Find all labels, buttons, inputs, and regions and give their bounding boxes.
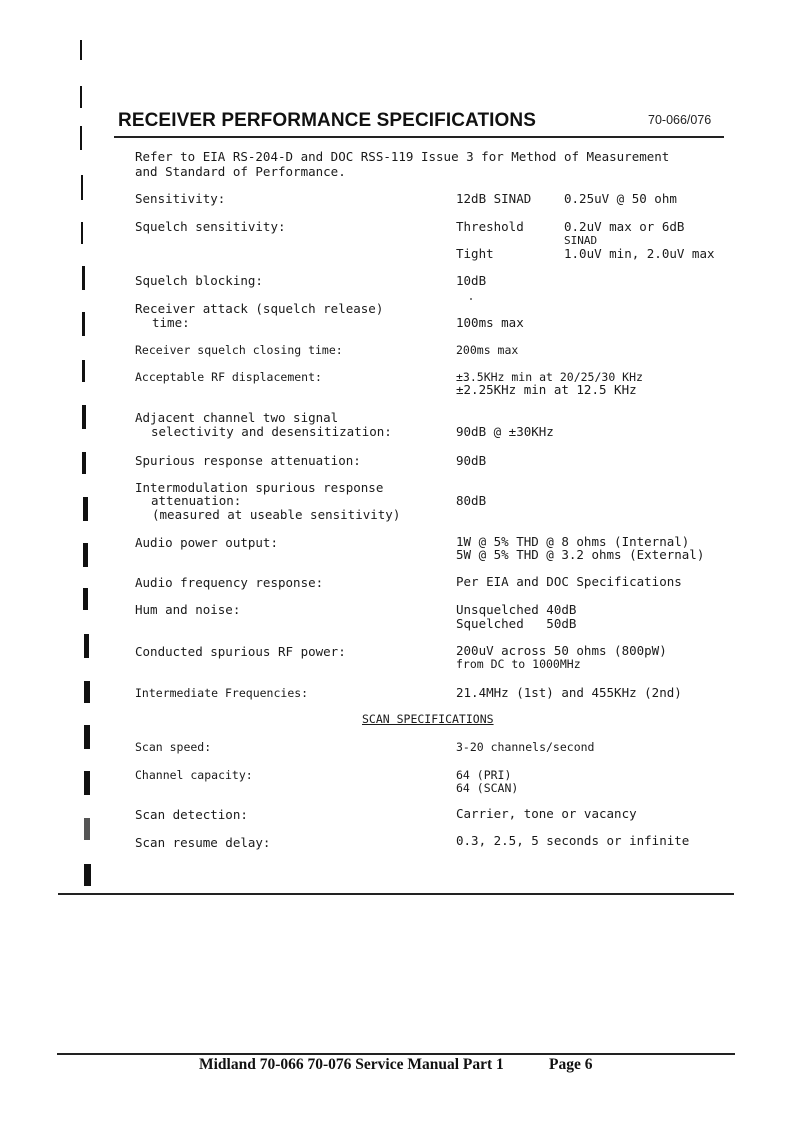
spurious-response-value: 90dB [456,453,487,468]
adjacent-channel-value: 90dB @ ±30KHz [456,424,554,439]
squelch-sensitivity-label: Squelch sensitivity: [135,219,286,234]
spurious-response-label: Spurious response attenuation: [135,453,361,468]
scan-speed-value: 3-20 channels/second [456,740,595,754]
attack-time-value: 100ms max [456,315,524,330]
threshold-value-sinad: SINAD [564,234,598,247]
scan-resume-value: 0.3, 2.5, 5 seconds or infinite [456,833,690,848]
squelch-blocking-value: 10dB [456,273,487,288]
footer-rule [57,1053,735,1055]
if-freq-value: 21.4MHz (1st) and 455KHz (2nd) [456,685,682,700]
footer-page-number: Page 6 [549,1056,593,1073]
adjacent-channel-label-2: selectivity and desensitization: [151,424,392,439]
intro-line-1: Refer to EIA RS-204-D and DOC RSS-119 Issue 3 for Method of Measurement [135,149,670,164]
intermod-label-2: attenuation: [151,493,242,508]
closing-time-label: Receiver squelch closing time: [135,343,343,357]
audio-freq-value: Per EIA and DOC Specifications [456,574,682,589]
if-freq-label: Intermediate Frequencies: [135,686,309,700]
tight-value: 1.0uV min, 2.0uV max [564,246,715,261]
attack-time-label-1: Receiver attack (squelch release) [135,301,384,316]
intro-line-2: and Standard of Performance. [135,164,346,179]
tight-label: Tight [456,246,494,261]
intermod-label-3: (measured at useable sensitivity) [152,507,401,522]
rf-displacement-value-1: ±3.5KHz min at 20/25/30 KHz [456,370,643,384]
scan-heading: SCAN SPECIFICATIONS [362,712,494,726]
scan-resume-label: Scan resume delay: [135,835,271,850]
page-title: RECEIVER PERFORMANCE SPECIFICATIONS [118,110,537,131]
channel-capacity-label: Channel capacity: [135,768,253,782]
channel-capacity-value-1: 64 (PRI) [456,768,512,782]
threshold-value: 0.2uV max or 6dB [564,219,685,234]
title-rule [114,136,724,138]
hum-noise-value-1: Unsquelched 40dB [456,602,577,617]
conducted-rf-value-1: 200uV across 50 ohms (800pW) [456,643,667,658]
attack-time-label-2: time: [152,315,190,330]
adjacent-channel-label-1: Adjacent channel two signal [135,410,339,425]
audio-power-value-1: 1W @ 5% THD @ 8 ohms (Internal) [456,534,690,549]
rf-displacement-label: Acceptable RF displacement: [135,370,322,384]
scan-speed-label: Scan speed: [135,740,212,754]
scan-detection-label: Scan detection: [135,807,248,822]
hum-noise-value-2: Squelched 50dB [456,616,577,631]
footer-manual-title: Midland 70-066 70-076 Service Manual Part 1 [199,1056,504,1073]
audio-power-value-2: 5W @ 5% THD @ 3.2 ohms (External) [456,547,705,562]
intermod-value: 80dB [456,493,487,508]
sensitivity-value-2: 0.25uV @ 50 ohm [564,191,677,206]
intermod-label-1: Intermodulation spurious response [135,480,384,495]
conducted-rf-value-2: from DC to 1000MHz [456,657,581,671]
conducted-rf-label: Conducted spurious RF power: [135,644,346,659]
squelch-blocking-label: Squelch blocking: [135,273,263,288]
scan-detection-value: Carrier, tone or vacancy [456,806,637,821]
sensitivity-value: 12dB SINAD [456,191,532,206]
audio-freq-label: Audio frequency response: [135,575,324,590]
speck [470,298,472,300]
content-bottom-rule [58,893,734,895]
rf-displacement-value-2: ±2.25KHz min at 12.5 KHz [456,382,637,397]
audio-power-label: Audio power output: [135,535,278,550]
channel-capacity-value-2: 64 (SCAN) [456,781,519,795]
threshold-label: Threshold [456,219,524,234]
document-number: 70-066/076 [648,113,712,127]
sensitivity-label: Sensitivity: [135,191,226,206]
hum-noise-label: Hum and noise: [135,602,241,617]
closing-time-value: 200ms max [456,343,519,357]
